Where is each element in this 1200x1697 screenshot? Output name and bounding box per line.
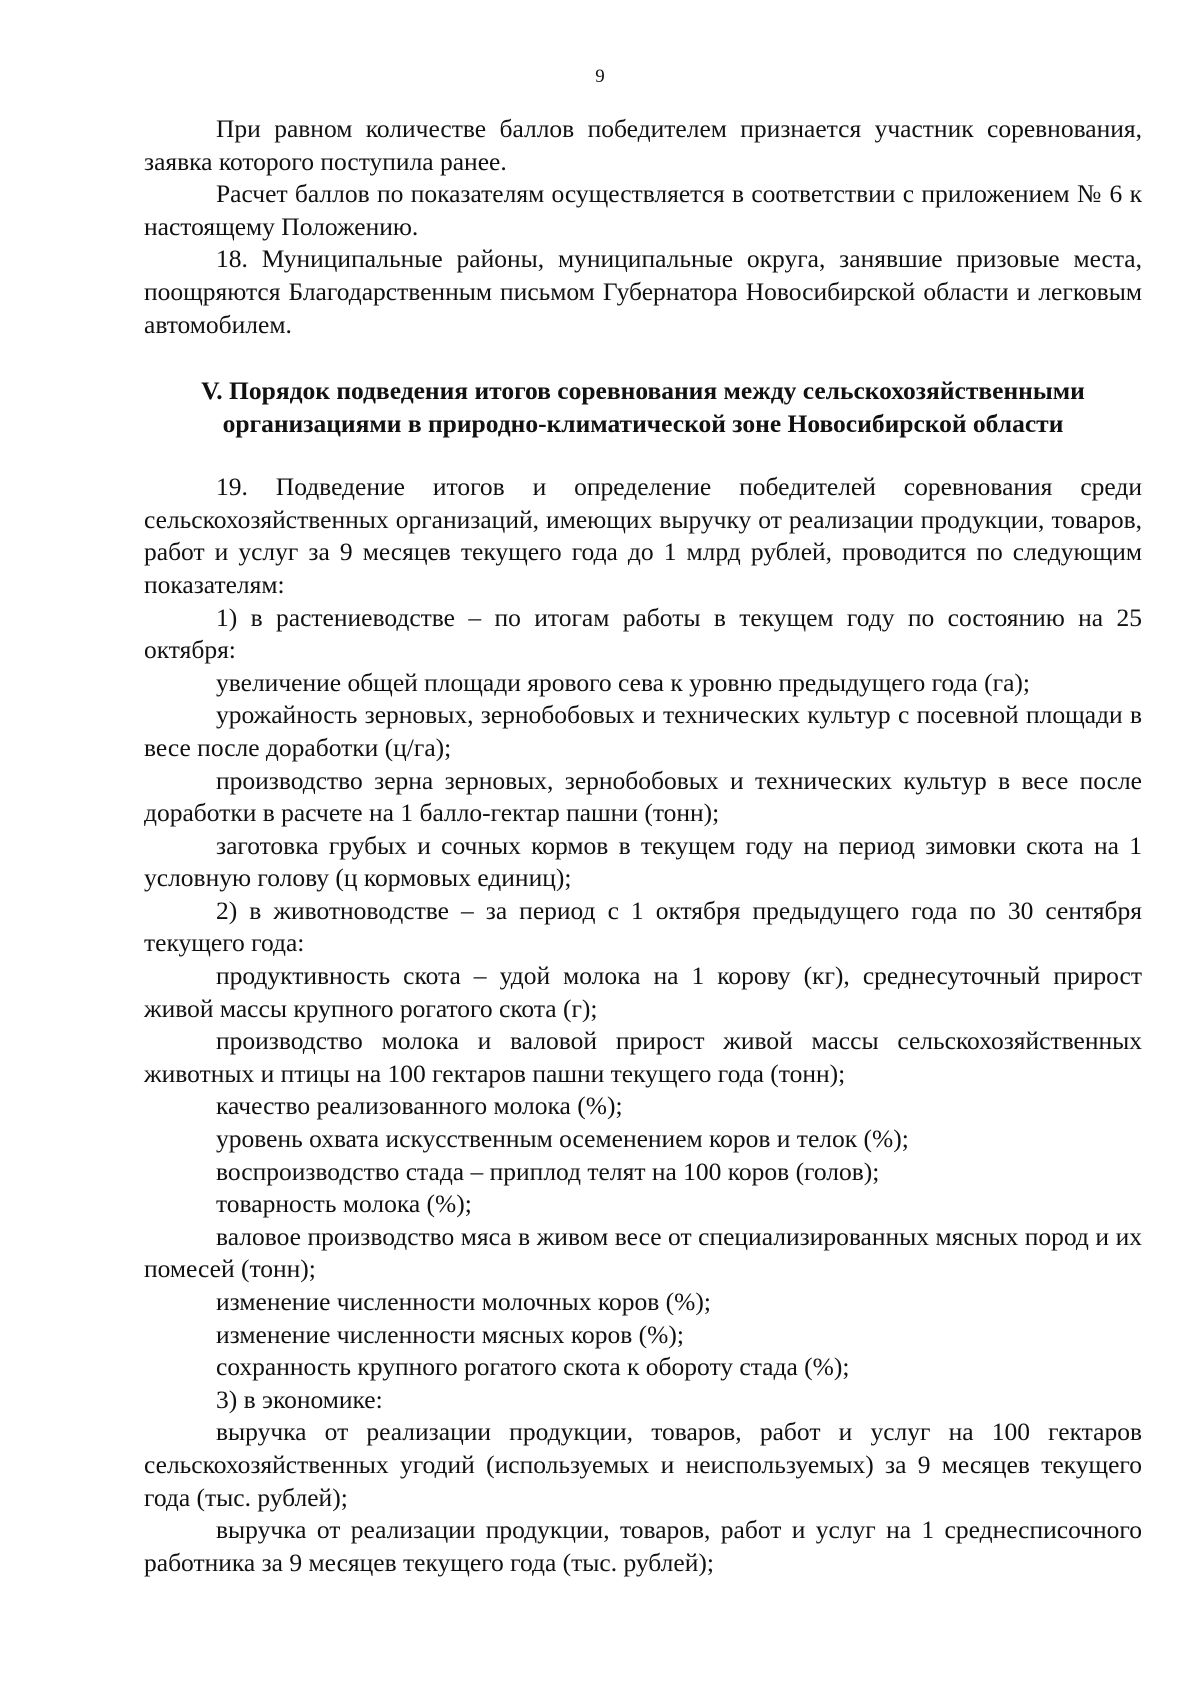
list-item-meat-production: валовое производство мяса в живом весе от специализированных мясных пород и их помесей (тонн); [144, 1221, 1142, 1284]
list-item-herd-reproduction: воспроизводство стада – приплод телят на 100 коров (голов); [216, 1156, 880, 1186]
list-item-beef-cows-change: изменение численности мясных коров (%); [216, 1319, 684, 1349]
list-item-livestock-productivity: продуктивность скота – удой молока на 1 корову (кг), среднесуточный прирост живой массы крупного рогатого скота (г); [144, 961, 1142, 1023]
paragraph-points-calculation: Расчет баллов по показателям осуществляется в соответствии с приложением № 6 к настоящему Положению. [144, 179, 1142, 241]
list-item-milk-marketability: товарность молока (%); [216, 1189, 472, 1219]
paragraph-equal-points: При равном количестве баллов победителем признается участник соревнования, заявка которого поступила ранее. [144, 114, 1142, 176]
paragraph-19-summary: 19. Подведение итогов и определение победителей соревнования среди сельскохозяйственных организаций, имеющих выручку от реализации продукции, товаров, работ и услуг за 9 месяцев текущего года до 1 млрд рублей, проводится по следующим показателям: [144, 472, 1142, 599]
section-heading-line-2: организациями в природно-климатической зоне Новосибирской области [222, 409, 1064, 439]
document-body [144, 113, 1142, 1579]
section-heading-v [144, 374, 1142, 440]
list-item-revenue-per-area: выручка от реализации продукции, товаров, работ и услуг на 100 гектаров сельскохозяйственных угодий (используемых и неиспользуемых) за 9 месяцев текущего года (тыс. рублей); [144, 1417, 1142, 1512]
section-heading-line-1: V. Порядок подведения итогов соревнования между сельскохозяйственными [201, 376, 1085, 406]
list-item-dairy-cows-change: изменение численности молочных коров (%); [216, 1287, 711, 1316]
list-item-cattle-safety: сохранность крупного рогатого скота к обороту стада (%); [216, 1352, 850, 1382]
list-item-spring-sowing: увеличение общей площади ярового сева к уровню предыдущего года (га); [216, 667, 1030, 697]
page-number: 9 [595, 66, 605, 87]
paragraph-18-awards: 18. Муниципальные районы, муниципальные округа, занявшие призовые места, поощряются Благодарственным письмом Губернатора Новосибирской области и легковым автомобилем. [144, 244, 1142, 339]
list-item-insemination: уровень охвата искусственным осеменением коров и телок (%); [216, 1124, 909, 1154]
list-item-milk-quality: качество реализованного молока (%); [216, 1091, 623, 1121]
list-item-economy: 3) в экономике: [216, 1384, 383, 1414]
list-item-feed-preparation: заготовка грубых и сочных кормов в текущем году на период зимовки скота на 1 условную голову (ц кормовых единиц); [144, 830, 1142, 893]
list-item-grain-production: производство зерна зерновых, зернобобовых и технических культур в весе после доработки в расчете на 1 балло-гектар пашни (тонн); [144, 765, 1142, 828]
list-item-revenue-per-worker: выручка от реализации продукции, товаров, работ и услуг на 1 среднесписочного работника за 9 месяцев текущего года (тыс. рублей); [144, 1515, 1142, 1577]
list-item-milk-production: производство молока и валовой прирост живой массы сельскохозяйственных животных и птицы на 100 гектаров пашни текущего года (тонн); [144, 1026, 1142, 1088]
list-item-yield: урожайность зерновых, зернобобовых и технических культур с посевной площади в весе после доработки (ц/га); [144, 700, 1142, 762]
list-item-crop-production: 1) в растениеводстве – по итогам работы в текущем году по состоянию на 25 октября: [144, 602, 1142, 665]
list-item-livestock: 2) в животноводстве – за период с 1 октября предыдущего года по 30 сентября текущего года: [144, 895, 1142, 958]
